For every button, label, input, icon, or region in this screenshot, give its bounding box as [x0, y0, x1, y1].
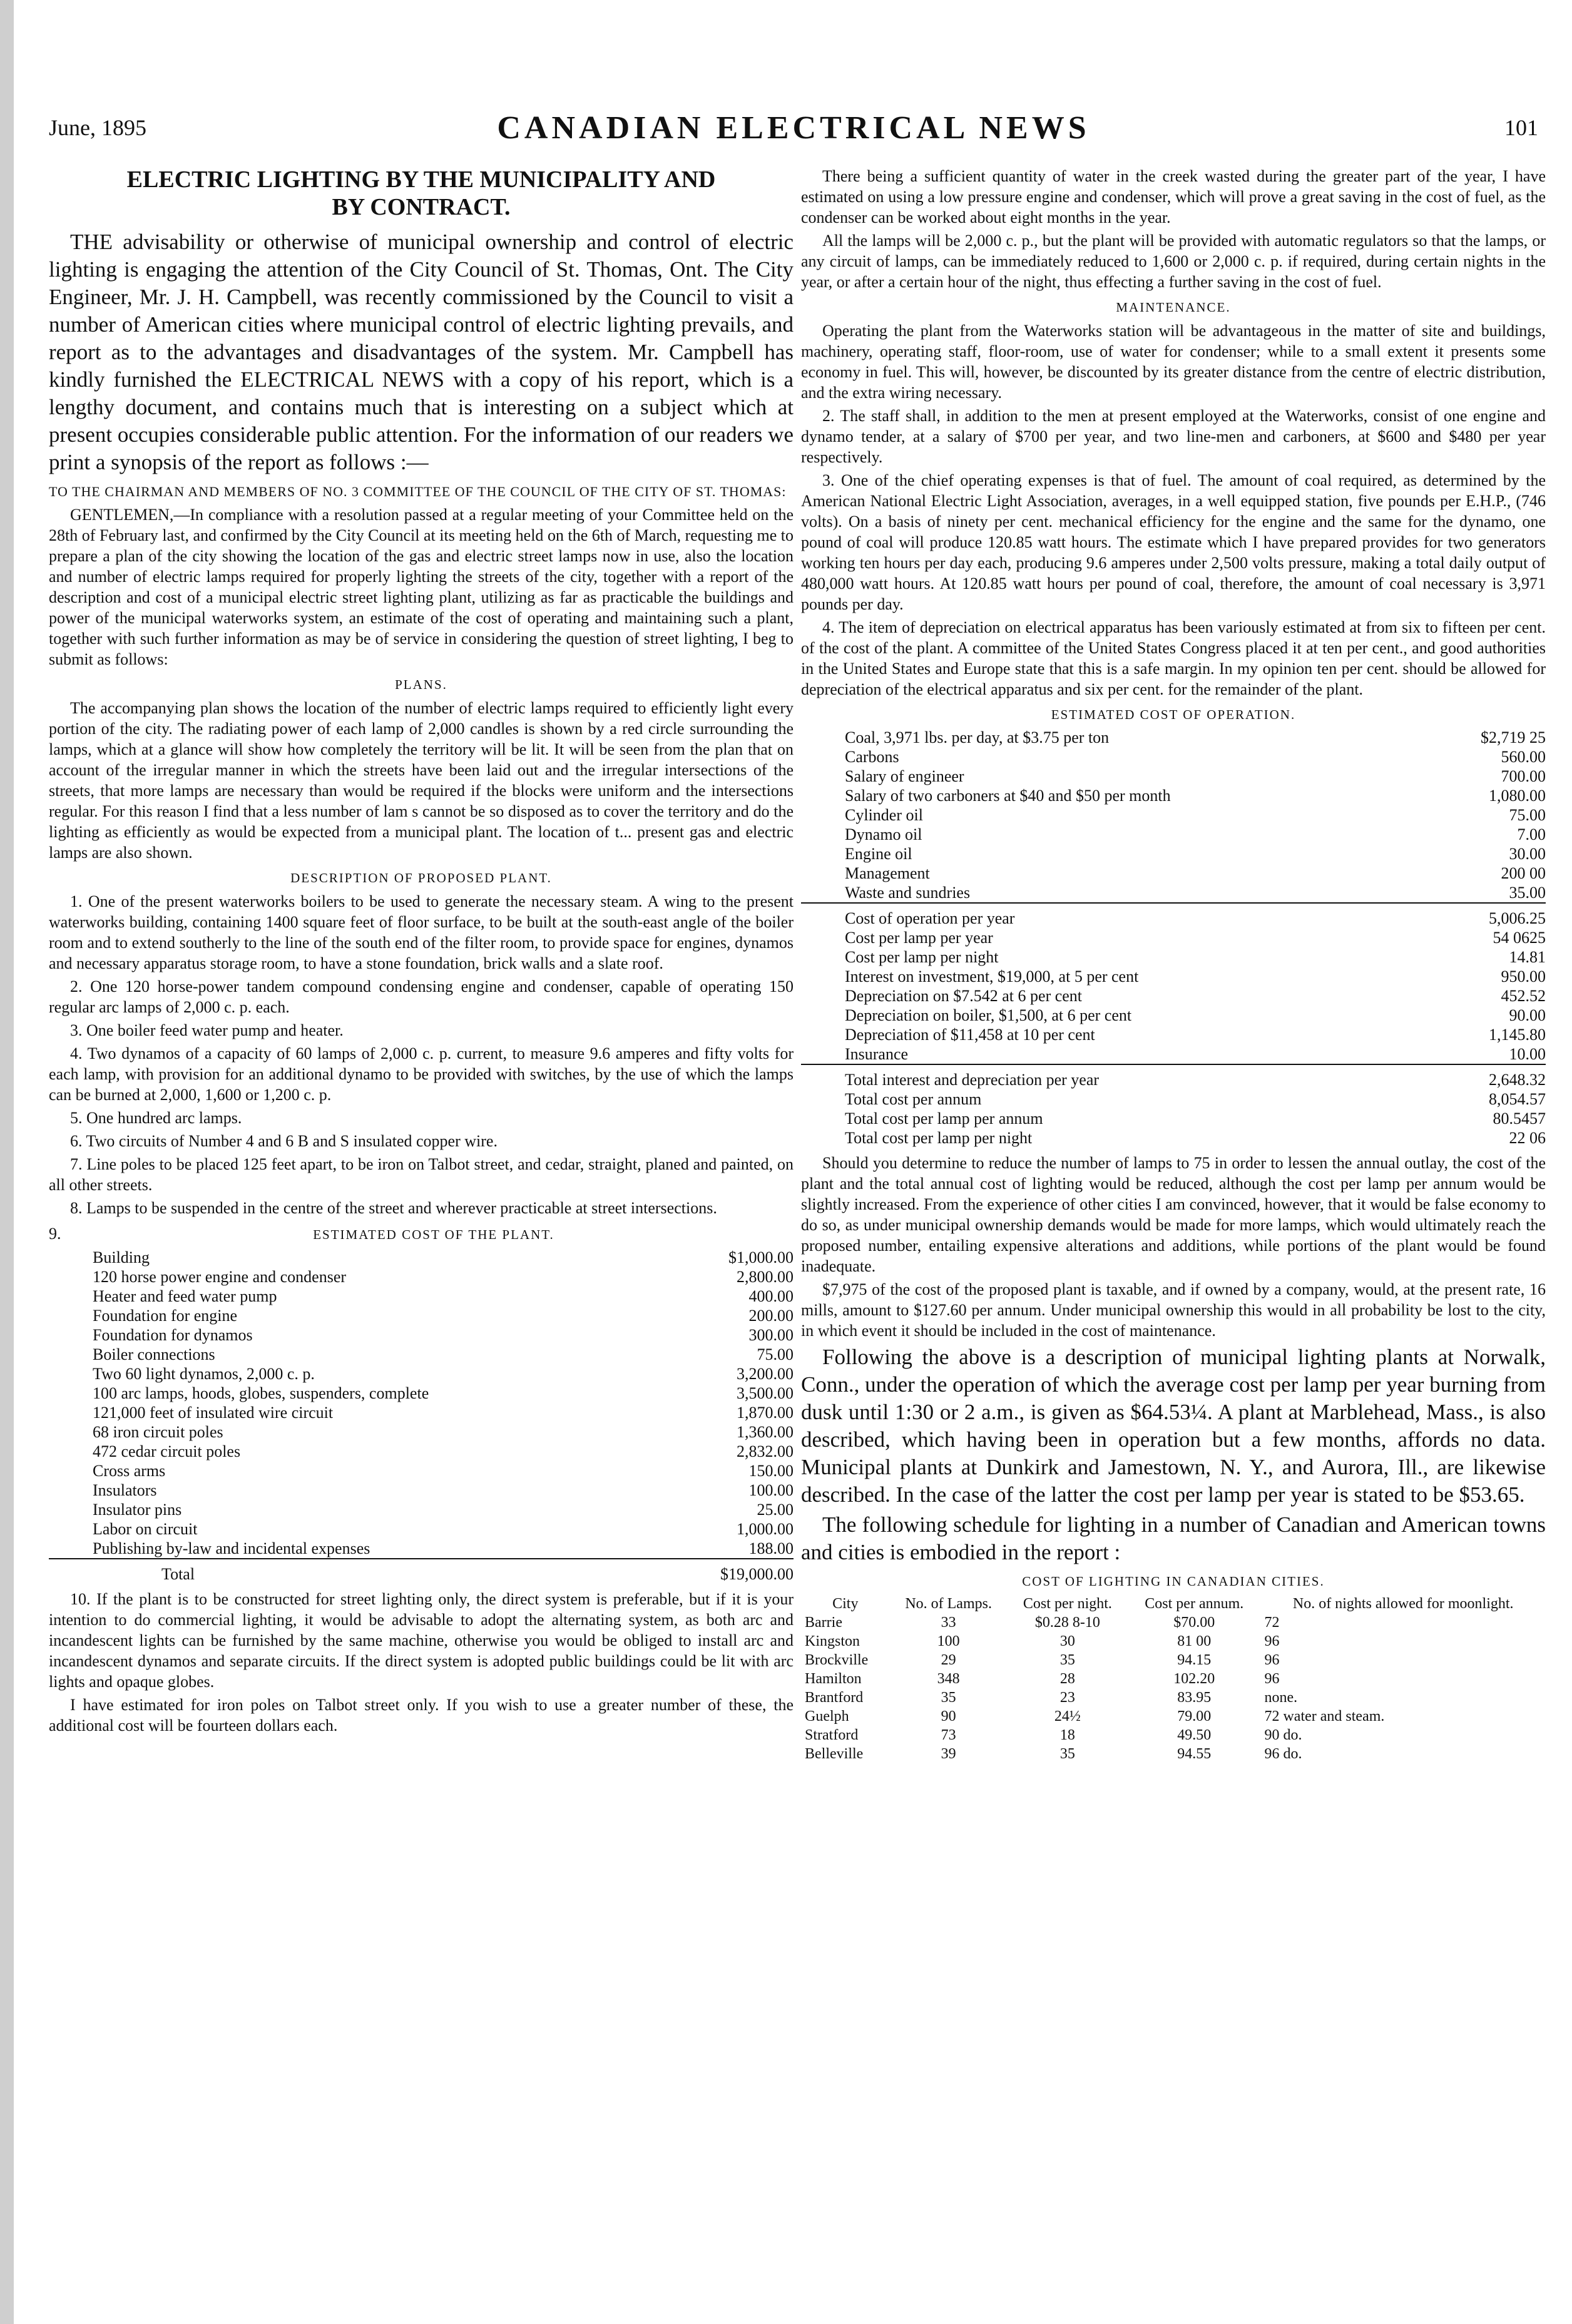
ledger-item: Waste and sundries: [845, 884, 971, 902]
cities-table: [801, 1594, 1546, 1763]
intro-paragraph: THE advisability or otherwise of municipal ownership and control of electric lighting is engaging the attention of the City Council of St. Thomas, Ont. The City Engineer, Mr. J. H. Campbell, was recently commissioned by the Council to visit a number of American cities where municipal control of electric lighting prevails, and report as to the advantages and disadvantages of the system. Mr. Campbell has kindly furnished the ELECTRICAL NEWS with a copy of his report, which is a lengthy document, and contains much that is interesting on a subject which at present occupies considerable public attention. For the information of our readers we print a synopsis of the report as follows :—: [49, 230, 794, 474]
description-item: 6. Two circuits of Number 4 and 6 B and S insulated copper wire.: [70, 1132, 498, 1150]
ledger-amount: 3,200.00: [737, 1365, 794, 1383]
operation-summary-row: [801, 903, 1546, 928]
ledger-amount: 1,360.00: [737, 1423, 794, 1441]
plant-cost-row: [49, 1345, 794, 1364]
ledger-item: Cost per lamp per year: [845, 929, 993, 947]
ledger-item: Engine oil: [845, 845, 912, 863]
taxable-paragraph: $7,975 of the cost of the proposed plant is taxable, and if owned by a company, would, at the present rate, 16 mills, amount to $127.60 per annum. Under municipal ownership this would in all probability be lost to the city, in which event it should be included in the cost of maintenance.: [801, 1280, 1546, 1340]
operation-cost-row: [801, 747, 1546, 767]
operation-cost-row: [801, 883, 1546, 903]
ledger-item: Two 60 light dynamos, 2,000 c. p.: [93, 1365, 315, 1383]
description-item: 7. Line poles to be placed 125 feet apart, to be iron on Talbot street, and cedar, straight, planed and painted, on all other streets.: [49, 1155, 794, 1194]
ledger-amount: 100.00: [748, 1481, 794, 1499]
description-item: 2. One 120 horse-power tandem compound condensing engine and condenser, capable of operating 150 regular arc lamps of 2,000 c. p. each.: [49, 977, 794, 1016]
ledger-item: Labor on circuit: [93, 1520, 198, 1538]
ledger-amount: 700.00: [1501, 767, 1546, 785]
city-cost-night: 28: [1059, 1671, 1075, 1687]
ledger-item: Coal, 3,971 lbs. per day, at $3.75 per ton: [845, 728, 1110, 747]
ledger-amount: 200.00: [748, 1307, 794, 1325]
ledger-amount: 560.00: [1501, 748, 1546, 766]
lamps-paragraph: All the lamps will be 2,000 c. p., but the plant will be provided with automatic regulators so that the lamps, or any circuit of lamps, can be immediately reduced to 1,600 or 2,000 c. p. if required, during certain nights in the year, or after a certain hour of the night, thus effecting a further saving in the cost of fuel.: [801, 232, 1546, 291]
ledger-amount: 30.00: [1509, 845, 1546, 863]
ledger-item: Salary of engineer: [845, 767, 964, 785]
ledger-item: Depreciation on $7.542 at 6 per cent: [845, 987, 1083, 1005]
operation-total-row: [801, 1109, 1546, 1128]
ledger-item: Insulators: [93, 1481, 157, 1499]
ledger-amount: 8,054.57: [1489, 1090, 1546, 1108]
city-lamps: 90: [941, 1708, 956, 1725]
ledger-item: Foundation for engine: [93, 1307, 238, 1325]
scan-edge: [0, 0, 14, 2324]
plant-cost-row: [49, 1364, 794, 1384]
city-cost-annum: $70.00: [1173, 1614, 1215, 1631]
left-column: [49, 166, 794, 1738]
city-row: [801, 1688, 1546, 1707]
city-name: Hamilton: [805, 1671, 862, 1687]
city-name: Guelph: [805, 1708, 849, 1725]
operation-cost-row: [801, 825, 1546, 844]
ledger-item: Depreciation on boiler, $1,500, at 6 per cent: [845, 1006, 1132, 1024]
ledger-amount: 35.00: [1509, 884, 1546, 902]
city-name: Stratford: [805, 1727, 859, 1743]
maintenance-list: [801, 320, 1546, 700]
iron-poles-paragraph: I have estimated for iron poles on Talbot street only. If you wish to use a greater number of these, the additional cost will be fourteen dollars each.: [49, 1696, 794, 1735]
reduce-lamps-paragraph: Should you determine to reduce the number of lamps to 75 in order to lessen the annual outlay, the cost of the plant and the total annual cost of lighting would be reduced, although the cost per lamp per annum would be slightly increased. From the experience of other cities I am convinced, however, that it would be false economy to do so, as under municipal ownership demands would be made for more lamps, which would ultimately reach the proposed number, entailing expensive alterations and additions, while portions of the plant would be found inadequate.: [801, 1154, 1546, 1275]
plant-cost-row: [49, 1539, 794, 1559]
salutation-paragraph: GENTLEMEN,—In compliance with a resolution passed at a regular meeting of your Committee held on the 28th of February last, and confirmed by the City Council at its meeting held on the 6th of March, requesting me to prepare a plan of the city showing the location of the gas and electric street lamps now in use, also the location and number of electric lamps required for properly lighting the streets of the city, together with a report of the description and cost of a municipal electric street lighting plant, utilizing as far as practicable the buildings and power of the municipal waterworks system, an estimate of the cost of operating and maintaining such a plant, together with such further information as may be of service in considering the question of street lighting, I beg to submit as follows:: [49, 506, 794, 668]
plant-cost-heading-row: [49, 1223, 794, 1245]
ledger-item: Cylinder oil: [845, 806, 923, 824]
cities-heading: COST OF LIGHTING IN CANADIAN CITIES.: [1022, 1574, 1325, 1589]
ledger-amount: 2,800.00: [737, 1268, 794, 1286]
ledger-amount: 80.5457: [1493, 1109, 1546, 1128]
city-cost-night: 35: [1059, 1652, 1075, 1668]
ledger-amount: 54 0625: [1493, 929, 1546, 947]
plant-cost-row: [49, 1306, 794, 1325]
city-lamps: 33: [941, 1614, 956, 1631]
plant-cost-row: [49, 1267, 794, 1287]
ledger-item: 472 cedar circuit poles: [93, 1442, 241, 1460]
operation-cost-table: [801, 728, 1546, 1148]
ledger-amount: $2,719 25: [1481, 728, 1546, 747]
cities-column-header: No. of Lamps.: [905, 1596, 992, 1612]
masthead-title: CANADIAN ELECTRICAL NEWS: [497, 110, 1090, 146]
city-lamps: 39: [941, 1746, 956, 1762]
article-title: [49, 166, 794, 221]
operation-cost-heading: ESTIMATED COST OF OPERATION.: [1051, 707, 1296, 722]
address-line: TO THE CHAIRMAN AND MEMBERS OF NO. 3 COMMITTEE OF THE COUNCIL OF THE CITY OF ST. THOMAS:: [49, 484, 787, 499]
ledger-amount: 452.52: [1501, 987, 1546, 1005]
description-list: [49, 891, 794, 1218]
plant-cost-number: 9.: [49, 1225, 61, 1243]
operation-summary-row: [801, 1025, 1546, 1044]
ledger-item: Total interest and depreciation per year: [801, 1064, 1439, 1089]
operation-total-row: [801, 1089, 1546, 1109]
description-heading: DESCRIPTION OF PROPOSED PLANT.: [290, 870, 552, 885]
ledger-item: Interest on investment, $19,000, at 5 per cent: [845, 967, 1139, 986]
following-paragraph: Following the above is a description of municipal lighting plants at Norwalk, Conn., under the operation of which the average cost per lamp per year burning from dusk until 1:30 or 2 a.m., is given as $64.53¼. A plant at Marblehead, Mass., is also described, which having been in operation but a few months, affords no data. Municipal plants at Dunkirk and Jamestown, N. Y., and Aurora, Ill., are likewise described. In the case of the latter the cost per lamp per year is stated to be $53.65.: [801, 1345, 1546, 1507]
city-name: Barrie: [805, 1614, 842, 1631]
ledger-amount: 14.81: [1509, 948, 1546, 966]
cities-column-header: City: [832, 1596, 859, 1612]
ledger-item: 120 horse power engine and condenser: [93, 1268, 347, 1286]
plant-cost-row: [49, 1519, 794, 1539]
city-row: [801, 1613, 1546, 1632]
plant-total-row: [49, 1559, 794, 1584]
plant-cost-table: [49, 1248, 794, 1584]
plant-cost-row: [49, 1325, 794, 1345]
plant-cost-row: [49, 1461, 794, 1481]
ledger-amount: 5,006.25: [1439, 903, 1546, 928]
ledger-item: Foundation for dynamos: [93, 1326, 253, 1344]
operation-total-row: [801, 1064, 1546, 1089]
city-cost-annum: 49.50: [1177, 1727, 1212, 1743]
city-cost-annum: 94.15: [1177, 1652, 1212, 1668]
ledger-amount: 2,832.00: [737, 1442, 794, 1460]
city-cost-night: 18: [1059, 1727, 1075, 1743]
ledger-amount: 1,145.80: [1489, 1026, 1546, 1044]
ledger-item: Publishing by-law and incidental expenses: [93, 1539, 370, 1557]
city-cost-annum: 94.55: [1177, 1746, 1212, 1762]
operation-cost-row: [801, 805, 1546, 825]
city-moonlight-nights: 72 water and steam.: [1264, 1708, 1385, 1725]
description-item: 4. Two dynamos of a capacity of 60 lamps of 2,000 c. p. current, to measure 9.6 amperes and fifty volts for each lamp, with provision for an additional dynamo to be provided with switches, by the use of which the lamps can be burned at 2,000, 1,600 or 1,200 c. p.: [49, 1044, 794, 1104]
operation-summary-row: [801, 1044, 1546, 1064]
plant-cost-row: [49, 1442, 794, 1461]
description-item: 5. One hundred arc lamps.: [70, 1109, 242, 1127]
cities-column-header: Cost per annum.: [1145, 1596, 1244, 1612]
schedule-paragraph: The following schedule for lighting in a number of Canadian and American towns and cities is embodied in the report :: [801, 1512, 1546, 1564]
city-cost-annum: 83.95: [1177, 1689, 1212, 1706]
city-row: [801, 1669, 1546, 1688]
plans-heading: PLANS.: [395, 677, 447, 692]
city-cost-night: 30: [1059, 1633, 1075, 1649]
city-cost-night: 24½: [1054, 1708, 1081, 1725]
operation-summary-row: [801, 1006, 1546, 1025]
ledger-amount: 150.00: [748, 1462, 794, 1480]
operation-cost-row: [801, 786, 1546, 805]
ledger-amount: 22 06: [1509, 1129, 1546, 1147]
ledger-item: Boiler connections: [93, 1345, 215, 1363]
city-lamps: 73: [941, 1727, 956, 1743]
ledger-amount: 25.00: [757, 1501, 794, 1519]
city-row: [801, 1726, 1546, 1745]
city-moonlight-nights: none.: [1264, 1689, 1298, 1706]
city-name: Belleville: [805, 1746, 864, 1762]
plant-total-amount: $19,000.00: [687, 1559, 794, 1584]
city-cost-annum: 102.20: [1173, 1671, 1215, 1687]
city-row: [801, 1745, 1546, 1763]
ledger-item: 121,000 feet of insulated wire circuit: [93, 1404, 334, 1422]
ledger-item: Salary of two carboners at $40 and $50 per month: [845, 787, 1171, 805]
city-moonlight-nights: 96: [1264, 1633, 1280, 1649]
ledger-item: Cost of operation per year: [801, 903, 1439, 928]
article-title-line-1: ELECTRIC LIGHTING BY THE MUNICIPALITY AND: [126, 166, 716, 193]
plant-cost-row: [49, 1422, 794, 1442]
city-moonlight-nights: 96: [1264, 1652, 1280, 1668]
description-item: 8. Lamps to be suspended in the centre of the street and wherever practicable at street intersections.: [70, 1199, 717, 1217]
city-cost-annum: 79.00: [1177, 1708, 1212, 1725]
plant-cost-row: [49, 1500, 794, 1519]
plant-total-label: Total: [49, 1559, 687, 1584]
ledger-amount: 188.00: [748, 1539, 794, 1557]
ledger-item: Total cost per lamp per annum: [845, 1109, 1043, 1128]
operation-summary-row: [801, 947, 1546, 967]
maintenance-heading: MAINTENANCE.: [1116, 300, 1231, 315]
ledger-item: Insulator pins: [93, 1501, 182, 1519]
description-item: 1. One of the present waterworks boilers to be used to generate the necessary steam. A wing to the present waterworks building, containing 1400 square feet of floor surface, to be built at the south-east angle of the boiler room and to extend southerly to the line of the south end of the filter room, to provide space for engines, dynamos and necessary apparatus storage room, to have a stone foundation, brick walls and a slate roof.: [49, 892, 794, 972]
right-column: [801, 166, 1546, 1763]
operation-summary-row: [801, 967, 1546, 986]
plant-cost-heading: ESTIMATED COST OF THE PLANT.: [313, 1227, 554, 1242]
city-moonlight-nights: 72: [1264, 1614, 1280, 1631]
ledger-item: Building: [93, 1248, 150, 1266]
ledger-amount: 75.00: [1509, 806, 1546, 824]
city-lamps: 100: [937, 1633, 960, 1649]
ledger-item: Dynamo oil: [845, 825, 922, 843]
issue-date: June, 1895: [49, 115, 146, 140]
city-cost-night: $0.28 8-10: [1034, 1614, 1100, 1631]
city-row: [801, 1651, 1546, 1669]
plant-cost-row: [49, 1403, 794, 1422]
city-row: [801, 1632, 1546, 1651]
city-row: [801, 1707, 1546, 1726]
maintenance-item: 2. The staff shall, in addition to the men at present employed at the Waterworks, consist of one engine and dynamo tender, at a salary of $700 per year, and two line-men and carboners, at $600 and $480 per year respectively.: [801, 407, 1546, 466]
ledger-item: Heater and feed water pump: [93, 1287, 277, 1305]
ledger-amount: 1,080.00: [1489, 787, 1546, 805]
plans-paragraph: The accompanying plan shows the location of the number of electric lamps required to efficiently light every portion of the city. The radiating power of each lamp of 2,000 candles is shown by a red circle surrounding the lamps, which at a glance will show how completely the territory will be lit. It will be seen from the plan that on account of the irregular manner in which the streets have been laid out and the irregular intersections of the streets, that more lamps are necessary than would be required if the blocks were uniform and the intersections regular. For this reason I find that a less number of lam s cannot be so disposed as to cover the territory and do the lighting as efficiently as would be expected from a municipal plant. The location of t... present gas and electric lamps are also shown.: [49, 699, 794, 862]
ledger-amount: 950.00: [1501, 967, 1546, 986]
city-name: Kingston: [805, 1633, 860, 1649]
cities-column-header: Cost per night.: [1023, 1596, 1112, 1612]
ledger-item: Total cost per lamp per night: [845, 1129, 1033, 1147]
city-cost-annum: 81 00: [1177, 1633, 1212, 1649]
operation-cost-row: [801, 728, 1546, 747]
city-name: Brockville: [805, 1652, 869, 1668]
ledger-amount: 400.00: [748, 1287, 794, 1305]
maintenance-item: Operating the plant from the Waterworks station will be advantageous in the matter of site and buildings, machinery, operating staff, floor-room, use of water for condenser; while to a small extent it presents some economy in fuel. This will, however, be discounted by its greater distance from the centre of electric distribution, and the extra wiring necessary.: [801, 322, 1546, 402]
operation-total-row: [801, 1128, 1546, 1148]
water-paragraph: There being a sufficient quantity of water in the creek wasted during the greater part of the year, I have estimated on using a low pressure engine and condenser, which will prove a great saving in the cost of fuel, as the condenser can be worked about eight months in the year.: [801, 167, 1546, 227]
ledger-amount: 90.00: [1509, 1006, 1546, 1024]
ledger-item: Insurance: [845, 1045, 909, 1063]
operation-cost-row: [801, 864, 1546, 883]
city-cost-night: 23: [1059, 1689, 1075, 1706]
ledger-amount: 200 00: [1501, 864, 1546, 882]
city-lamps: 35: [941, 1689, 956, 1706]
city-name: Brantford: [805, 1689, 864, 1706]
ledger-amount: 300.00: [748, 1326, 794, 1344]
plant-cost-row: [49, 1384, 794, 1403]
city-moonlight-nights: 90 do.: [1264, 1727, 1302, 1743]
description-item: 3. One boiler feed water pump and heater.: [70, 1021, 344, 1039]
article-title-line-2: BY CONTRACT.: [332, 194, 511, 220]
city-lamps: 348: [937, 1671, 960, 1687]
ledger-amount: $1,000.00: [728, 1248, 794, 1266]
ledger-amount: 10.00: [1509, 1045, 1546, 1063]
operation-cost-row: [801, 767, 1546, 786]
ledger-amount: 2,648.32: [1439, 1064, 1546, 1089]
plant-cost-row: [49, 1248, 794, 1267]
ledger-amount: 1,000.00: [737, 1520, 794, 1538]
ledger-amount: 75.00: [757, 1345, 794, 1363]
city-moonlight-nights: 96: [1264, 1671, 1280, 1687]
ledger-item: Management: [845, 864, 930, 882]
operation-summary-row: [801, 928, 1546, 947]
plant-cost-row: [49, 1481, 794, 1500]
city-moonlight-nights: 96 do.: [1264, 1746, 1302, 1762]
operation-cost-row: [801, 844, 1546, 864]
page-header: [49, 110, 1538, 153]
ledger-item: Cost per lamp per night: [845, 948, 999, 966]
cities-column-header: No. of nights allowed for moonlight.: [1292, 1596, 1514, 1612]
item-10-paragraph: 10. If the plant is to be constructed for street lighting only, the direct system is preferable, but if it is your intention to do commercial lighting, it would be advisable to adopt the alternating system, as both arc and incandescent lights can be furnished by the same machine, otherwise you would be obliged to install arc and incandescent dynamos and separate circuits. If the direct system is adopted public buildings could be lit with arc lights and opaque globes.: [49, 1590, 794, 1691]
ledger-item: 100 arc lamps, hoods, globes, suspenders, complete: [93, 1384, 429, 1402]
city-cost-night: 35: [1059, 1746, 1075, 1762]
ledger-amount: 1,870.00: [737, 1404, 794, 1422]
maintenance-item: 3. One of the chief operating expenses is that of fuel. The amount of coal required, as determined by the American National Electric Light Association, averages, in a well equipped station, five pounds per E.H.P., (746 volts). On a basis of ninety per cent. mechanical efficiency for the engine and the same for the dynamo, one pound of coal will produce 120.85 watt hours. The estimate which I have prepared provides for two generators working ten hours per day each, producing 9.6 amperes under 2,500 volts pressure, making a total daily output of 480,000 watt hours. At 120.85 watt hours per pound of coal, therefore, the amount of coal necessary is 3,971 pounds per day.: [801, 471, 1546, 613]
ledger-amount: 3,500.00: [737, 1384, 794, 1402]
ledger-item: Cross arms: [93, 1462, 166, 1480]
ledger-item: 68 iron circuit poles: [93, 1423, 223, 1441]
ledger-amount: 7.00: [1517, 825, 1546, 843]
operation-summary-row: [801, 986, 1546, 1006]
maintenance-item: 4. The item of depreciation on electrical apparatus has been variously estimated at from six to fifteen per cent. of the cost of the plant. A committee of the United States Congress placed it at ten per cent., and good authorities in the United States and Europe state that this is a safe margin. In my opinion ten per cent. should be allowed for depreciation of the electrical apparatus and six per cent. for the remainder of the plant.: [801, 618, 1546, 698]
plant-cost-row: [49, 1287, 794, 1306]
ledger-item: Depreciation of $11,458 at 10 per cent: [845, 1026, 1095, 1044]
city-lamps: 29: [941, 1652, 956, 1668]
ledger-item: Total cost per annum: [845, 1090, 982, 1108]
ledger-item: Carbons: [845, 748, 899, 766]
page-number: 101: [1504, 115, 1538, 140]
